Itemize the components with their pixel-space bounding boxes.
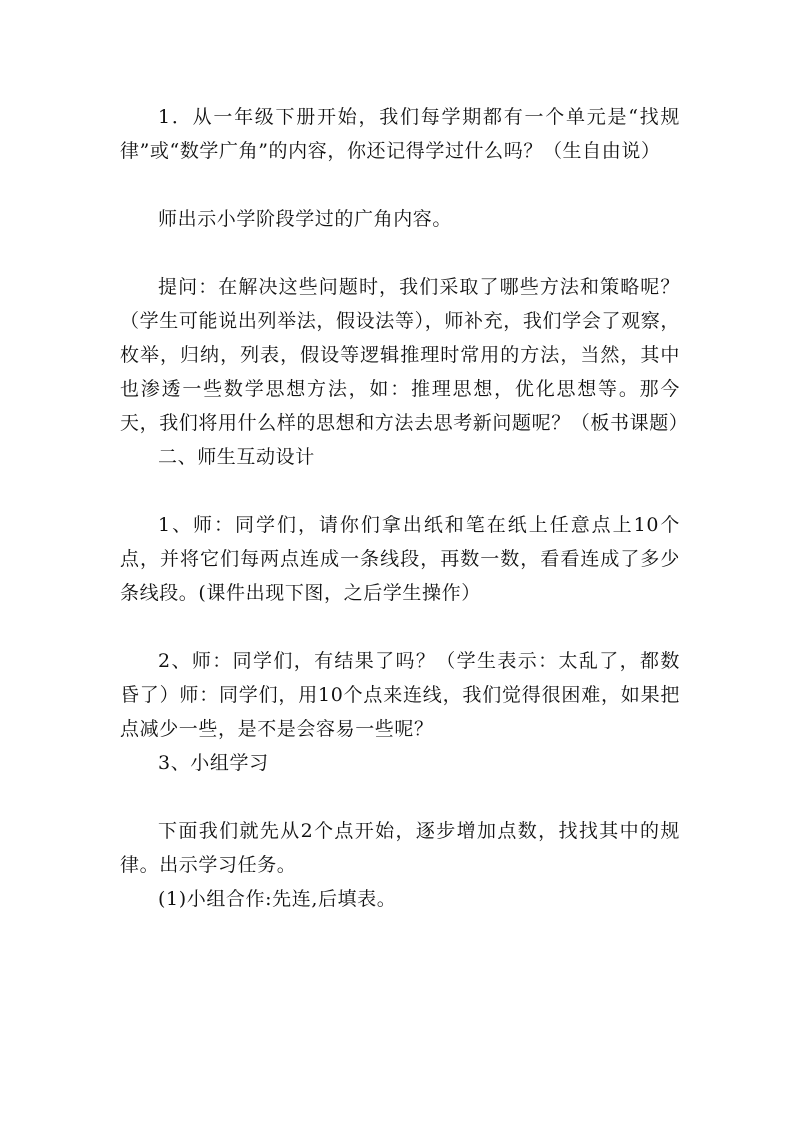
paragraph-methods-question: 提问：在解决这些问题时，我们采取了哪些方法和策略呢？（学生可能说出列举法，假设法等），师补充，我们学会了观察，枚举，归纳，列表，假设等逻辑推理时常用的方法，当然，其中也渗透一些数学思想方法，如：推理思想，优化思想等。那今天，我们将用什么样的思想和方法去思考新问题呢？（板书课题）: [120, 276, 689, 434]
document-body: [120, 100, 689, 916]
paragraph-step-1: 1、师：同学们，请你们拿出纸和笔在纸上任意点上10个点，并将它们每两点连成一条线段，再数一数，看看连成了多少条线段。(课件出现下图，之后学生操作）: [120, 514, 680, 604]
section-heading-group-study: 3、小组学习: [158, 752, 269, 774]
section-heading-interaction: 二、师生互动设计: [158, 446, 315, 468]
paragraph-step-2: 2、师：同学们，有结果了吗？（学生表示：太乱了，都数昏了）师：同学们，用10个点来连线，我们觉得很困难，如果把点减少一些，是不是会容易一些呢？: [120, 650, 680, 740]
paragraph-teacher-shows: 师出示小学阶段学过的广角内容。: [158, 208, 453, 230]
paragraph-intro-question: 1．从一年级下册开始，我们每学期都有一个单元是“找规律”或“数学广角”的内容，你还记得学过什么吗？（生自由说）: [120, 106, 680, 162]
paragraph-start-two-points: 下面我们就先从2个点开始，逐步增加点数，找找其中的规律。出示学习任务。: [120, 820, 680, 876]
paragraph-task-1: (1)小组合作:先连,后填表。: [158, 888, 397, 910]
